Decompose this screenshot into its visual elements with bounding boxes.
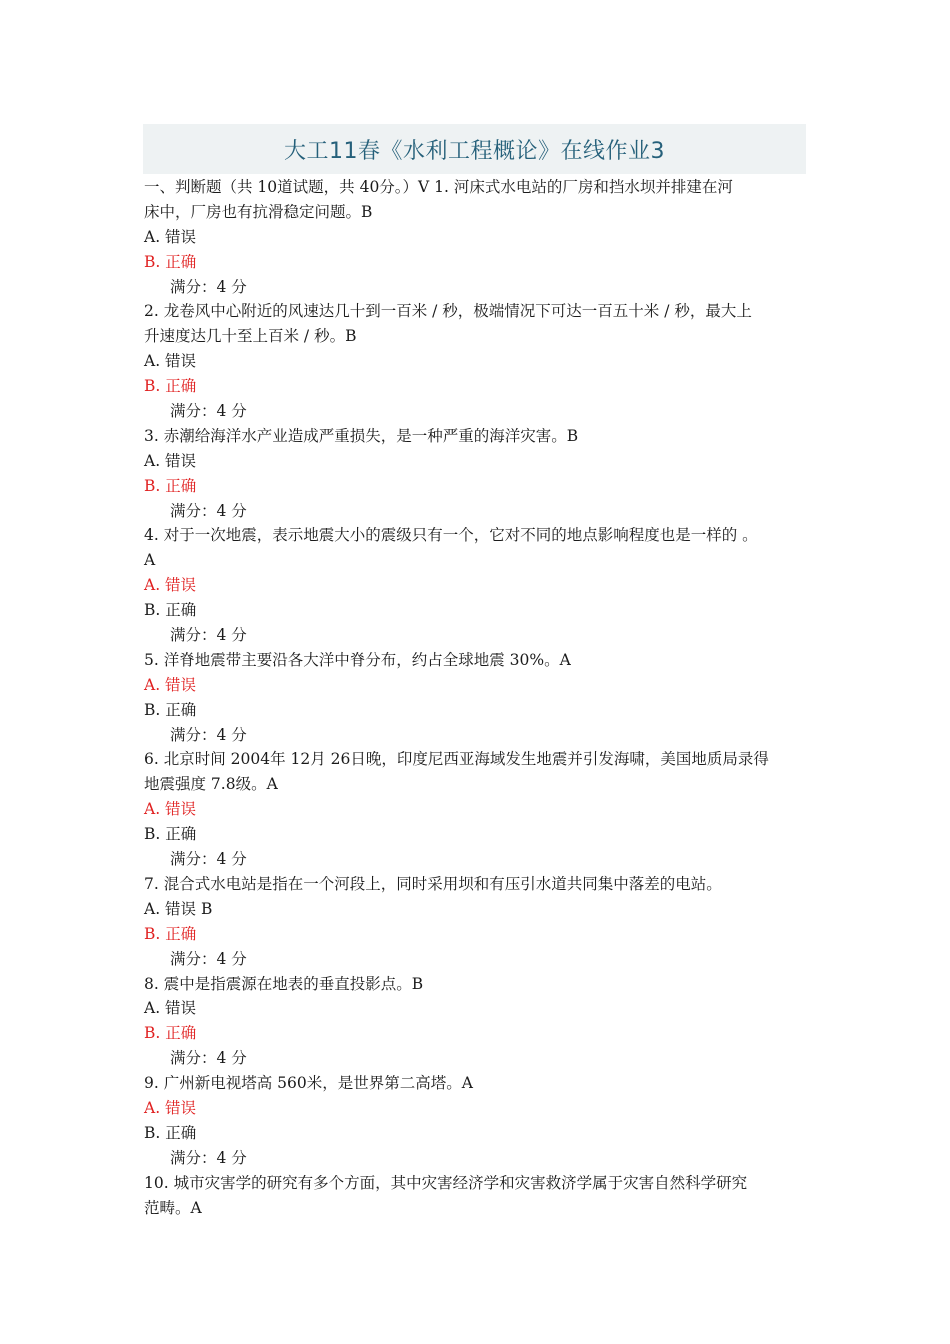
option-b-answer: B. 正确: [144, 1024, 197, 1043]
question-text-line: 3. 赤潮给海洋水产业造成严重损失，是一种严重的海洋灾害。B: [144, 426, 579, 445]
question-text-line: A: [144, 551, 156, 570]
question-text-line: 升速度达几十至上百米 / 秒。B: [144, 327, 357, 346]
option-b: B. 正确: [144, 825, 197, 844]
option-b: B. 正确: [144, 700, 197, 719]
option-a: A. 错误: [144, 227, 197, 246]
option-a: A. 错误 B: [144, 899, 213, 918]
question-text-line: 地震强度 7.8级。A: [144, 775, 278, 794]
option-a-answer: A. 错误: [144, 576, 197, 595]
question-text-line: 2. 龙卷风中心附近的风速达几十到一百米 / 秒，极端情况下可达一百五十米 / 秒，最大上: [144, 302, 752, 321]
question-text-line: 5. 洋脊地震带主要沿各大洋中脊分布，约占全球地震 30%。A: [144, 650, 571, 669]
option-a: A. 错误: [144, 352, 197, 371]
question-text-line: 6. 北京时间 2004年 12月 26日晚，印度尼西亚海域发生地震并引发海啸，美国地质局录得: [144, 750, 769, 769]
question-text-line: 8. 震中是指震源在地表的垂直投影点。B: [144, 974, 424, 993]
option-a-answer: A. 错误: [144, 1098, 197, 1117]
score-line: 满分：4 分: [170, 850, 247, 869]
option-a: A. 错误: [144, 451, 197, 470]
question-text-line: 4. 对于一次地震，表示地震大小的震级只有一个，它对不同的地点影响程度也是一样的 。: [144, 526, 758, 545]
question-list: [144, 175, 808, 1220]
option-b-answer: B. 正确: [144, 377, 197, 396]
option-b: B. 正确: [144, 601, 197, 620]
score-line: 满分：4 分: [170, 1049, 247, 1068]
score-line: 满分：4 分: [170, 725, 247, 744]
option-a: A. 错误: [144, 999, 197, 1018]
score-line: 满分：4 分: [170, 949, 247, 968]
question-text-line: 床中，厂房也有抗滑稳定问题。B: [144, 202, 373, 221]
option-b-answer: B. 正确: [144, 924, 197, 943]
option-a-answer: A. 错误: [144, 675, 197, 694]
page-title: 大工11春《水利工程概论》在线作业3: [284, 139, 665, 164]
option-b-answer: B. 正确: [144, 476, 197, 495]
section-heading-line: 一、判断题（共 10道试题，共 40分。）V 1. 河床式水电站的厂房和挡水坝并排建在河: [144, 178, 733, 196]
question-text-line: 7. 混合式水电站是指在一个河段上，同时采用坝和有压引水道共同集中落差的电站。: [144, 874, 722, 893]
title-banner: [143, 124, 806, 174]
question-text-line: 范畴。A: [144, 1198, 202, 1217]
score-line: 满分：4 分: [170, 626, 247, 645]
score-line: 满分：4 分: [170, 1148, 247, 1167]
option-a-answer: A. 错误: [144, 800, 197, 819]
question-text-line: 9. 广州新电视塔高 560米，是世界第二高塔。A: [144, 1074, 473, 1093]
option-b: B. 正确: [144, 1123, 197, 1142]
question-text-line: 10. 城市灾害学的研究有多个方面，其中灾害经济学和灾害救济学属于灾害自然科学研究: [144, 1173, 748, 1192]
score-line: 满分：4 分: [170, 402, 247, 421]
score-line: 满分：4 分: [170, 501, 247, 520]
option-b-answer: B. 正确: [144, 252, 197, 271]
score-line: 满分：4 分: [170, 277, 247, 296]
